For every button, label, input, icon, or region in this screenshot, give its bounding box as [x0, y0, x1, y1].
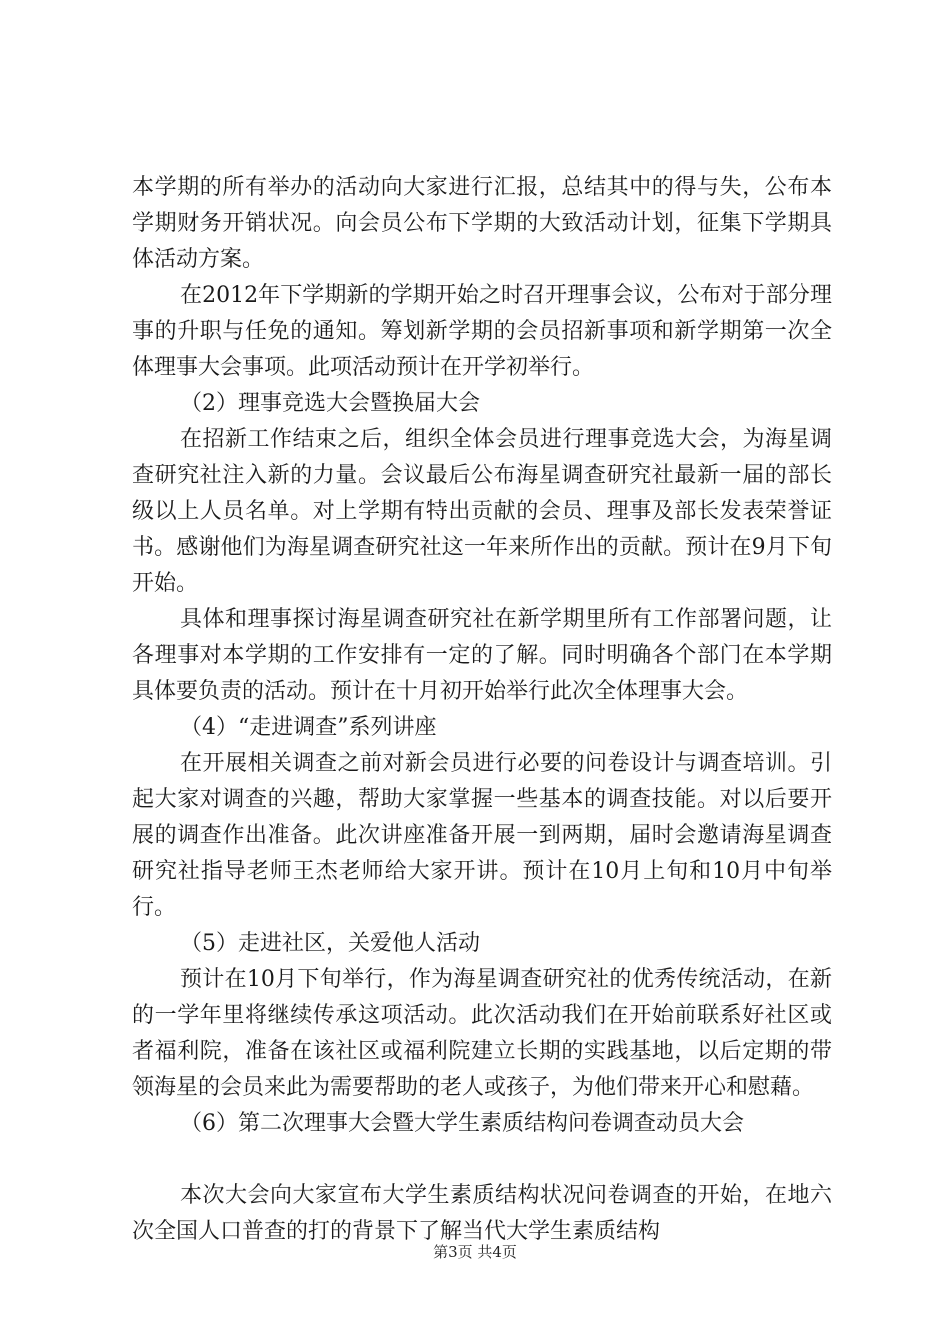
paragraph-survey-launch: 本次大会向大家宣布大学生素质结构状况问卷调查的开始，在地六次全国人口普查的打的背景下了解当代大学生素质结构 — [132, 1183, 832, 1244]
blank-line — [132, 1142, 832, 1178]
paragraph-work-deployment: 具体和理事探讨海星调查研究社在新学期里所有工作部署问题，让各理事对本学期的工作安排有一定的了解。同时明确各个部门在本学期具体要负责的活动。预计在十月初开始举行此次全体理事大会。 — [132, 607, 832, 704]
page-number-footer: 第3页 共4页 — [433, 1243, 517, 1261]
document-body — [132, 170, 832, 1250]
heading-community-activity: （5）走进社区，关爱他人活动 — [180, 931, 480, 956]
paragraph-community-activity: 预计在10月下旬举行，作为海星调查研究社的优秀传统活动，在新的一学年里将继续传承这项活动。此次活动我们在开始前联系好社区或者福利院，准备在该社区或福利院建立长期的实践基地，以后定期的带领海星的会员来此为需要帮助的老人或孩子，为他们带来开心和慰藉。 — [132, 967, 832, 1100]
paragraph-council-meeting: 在2012年下学期新的学期开始之时召开理事会议，公布对于部分理事的升职与任免的通知。筹划新学期的会员招新事项和新学期第一次全体理事大会事项。此项活动预计在开学初举行。 — [132, 283, 832, 380]
paragraph-election-conference: 在招新工作结束之后，组织全体会员进行理事竞选大会，为海星调查研究社注入新的力量。会议最后公布海星调查研究社最新一届的部长级以上人员名单。对上学期有特出贡献的会员、理事及部长发表荣誉证书。感谢他们为海星调查研究社这一年来所作出的贡献。预计在9月下旬开始。 — [132, 427, 832, 596]
heading-lecture-series: （4）“走进调查”系列讲座 — [180, 715, 437, 740]
paragraph-continuation: 本学期的所有举办的活动向大家进行汇报，总结其中的得与失，公布本学期财务开销状况。向会员公布下学期的大致活动计划，征集下学期具体活动方案。 — [132, 175, 832, 272]
heading-second-council-meeting: （6）第二次理事大会暨大学生素质结构问卷调查动员大会 — [180, 1111, 744, 1136]
paragraph-lecture-series: 在开展相关调查之前对新会员进行必要的问卷设计与调查培训。引起大家对调查的兴趣，帮助大家掌握一些基本的调查技能。对以后要开展的调查作出准备。此次讲座准备开展一到两期，届时会邀请海星调查研究社指导老师王杰老师给大家开讲。预计在10月上旬和10月中旬举行。 — [132, 751, 832, 920]
heading-election-conference: （2）理事竞选大会暨换届大会 — [180, 391, 480, 416]
